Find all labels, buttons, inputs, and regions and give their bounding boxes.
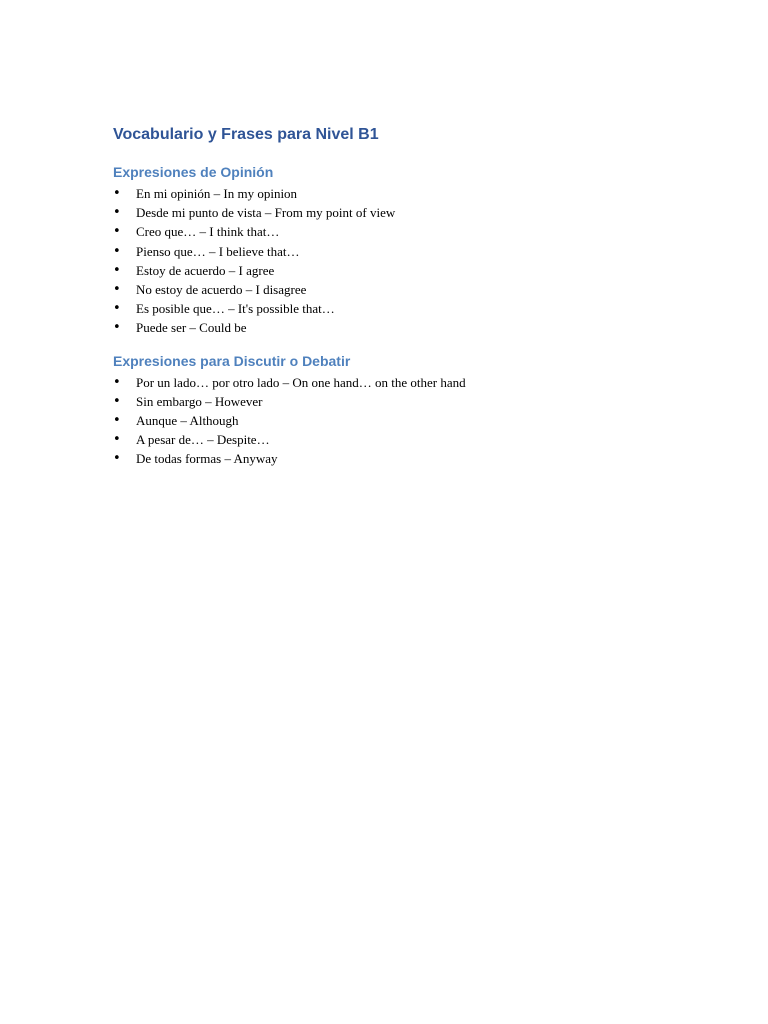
list-item (113, 222, 673, 241)
debate-expressions-list (113, 373, 673, 469)
bullet-icon: • (113, 412, 121, 428)
list-item-text: En mi opinión – In my opinion (136, 186, 298, 201)
list-item-text: Aunque – Although (136, 412, 239, 428)
bullet-icon: • (113, 205, 121, 221)
list-item-text: No estoy de acuerdo – I disagree (136, 281, 307, 297)
list-item (113, 261, 673, 280)
list-item-text: Estoy de acuerdo – I agree (136, 262, 275, 278)
opinion-expressions-list (113, 184, 673, 338)
list-item-text: Pienso que… – I believe that… (136, 243, 300, 259)
list-item (113, 299, 673, 318)
list-item-text: Sin embargo – However (136, 393, 263, 409)
bullet-icon: • (113, 393, 121, 409)
list-item (113, 373, 673, 392)
section-heading-opinion: Expresiones de Opinión (113, 164, 274, 180)
bullet-icon: • (113, 432, 121, 448)
list-item (113, 184, 673, 203)
list-item (113, 280, 673, 299)
list-item (113, 449, 673, 468)
list-item-text: Creo que… – I think that… (136, 224, 280, 240)
bullet-icon: • (113, 320, 121, 336)
list-item-text: De todas formas – Anyway (136, 451, 278, 467)
list-item-text: Por un lado… por otro lado – On one hand… on the other hand (136, 374, 466, 390)
bullet-icon: • (113, 243, 121, 259)
list-item (113, 203, 673, 222)
bullet-icon: • (113, 451, 121, 467)
bullet-icon: • (113, 262, 121, 278)
list-item (113, 392, 673, 411)
list-item-text: Desde mi punto de vista – From my point of view (136, 205, 396, 221)
list-item (113, 242, 673, 261)
list-item (113, 318, 673, 337)
bullet-icon: • (113, 301, 121, 317)
list-item-text: Puede ser – Could be (136, 320, 247, 336)
bullet-icon: • (113, 374, 121, 390)
bullet-icon: • (113, 281, 121, 297)
list-item (113, 411, 673, 430)
list-item (113, 430, 673, 449)
section-heading-debate: Expresiones para Discutir o Debatir (113, 352, 351, 369)
list-item-text: Es posible que… – It's possible that… (136, 301, 335, 317)
bullet-icon: • (113, 186, 121, 201)
document-page (113, 124, 673, 468)
document-title: Vocabulario y Frases para Nivel B1 (113, 126, 379, 143)
bullet-icon: • (113, 224, 121, 240)
list-item-text: A pesar de… – Despite… (136, 432, 270, 448)
